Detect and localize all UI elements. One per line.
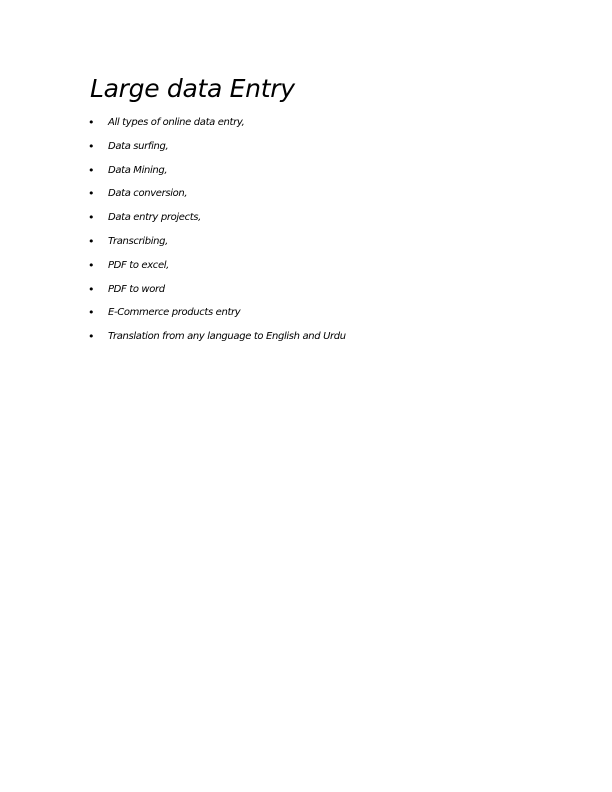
service-list (0, 112, 612, 350)
bullet-icon: • (88, 258, 95, 272)
list-item-text: Transcribing, (108, 235, 168, 247)
bullet-icon: • (88, 282, 95, 296)
bullet-icon: • (88, 163, 95, 177)
bullet-icon: • (88, 116, 95, 129)
list-item (0, 231, 612, 255)
bullet-icon: • (88, 139, 95, 153)
list-item-text: Data surfing, (108, 140, 169, 152)
list-item-text: Data conversion, (108, 188, 188, 200)
list-item (0, 183, 612, 207)
bullet-icon: • (88, 306, 95, 320)
list-item (0, 160, 612, 184)
list-item (0, 255, 612, 279)
list-item (0, 207, 612, 231)
list-item-text: All types of online data entry, (108, 117, 245, 128)
list-item-text: Data entry projects, (108, 212, 201, 224)
list-item-text: Translation from any language to English and Urdu (108, 331, 346, 343)
bullet-icon: • (88, 330, 95, 344)
list-item-text: Data Mining, (108, 164, 168, 176)
list-item (0, 326, 612, 350)
list-item (0, 136, 612, 160)
list-item (0, 279, 612, 303)
list-item (0, 302, 612, 326)
page-title: Large data Entry (90, 74, 295, 103)
bullet-icon: • (88, 211, 95, 225)
bullet-icon: • (88, 187, 95, 201)
list-item-text: E-Commerce products entry (108, 307, 241, 319)
list-item (0, 112, 612, 136)
list-item-text: PDF to word (108, 283, 165, 295)
list-item-text: PDF to excel, (108, 259, 170, 271)
bullet-icon: • (88, 234, 95, 248)
